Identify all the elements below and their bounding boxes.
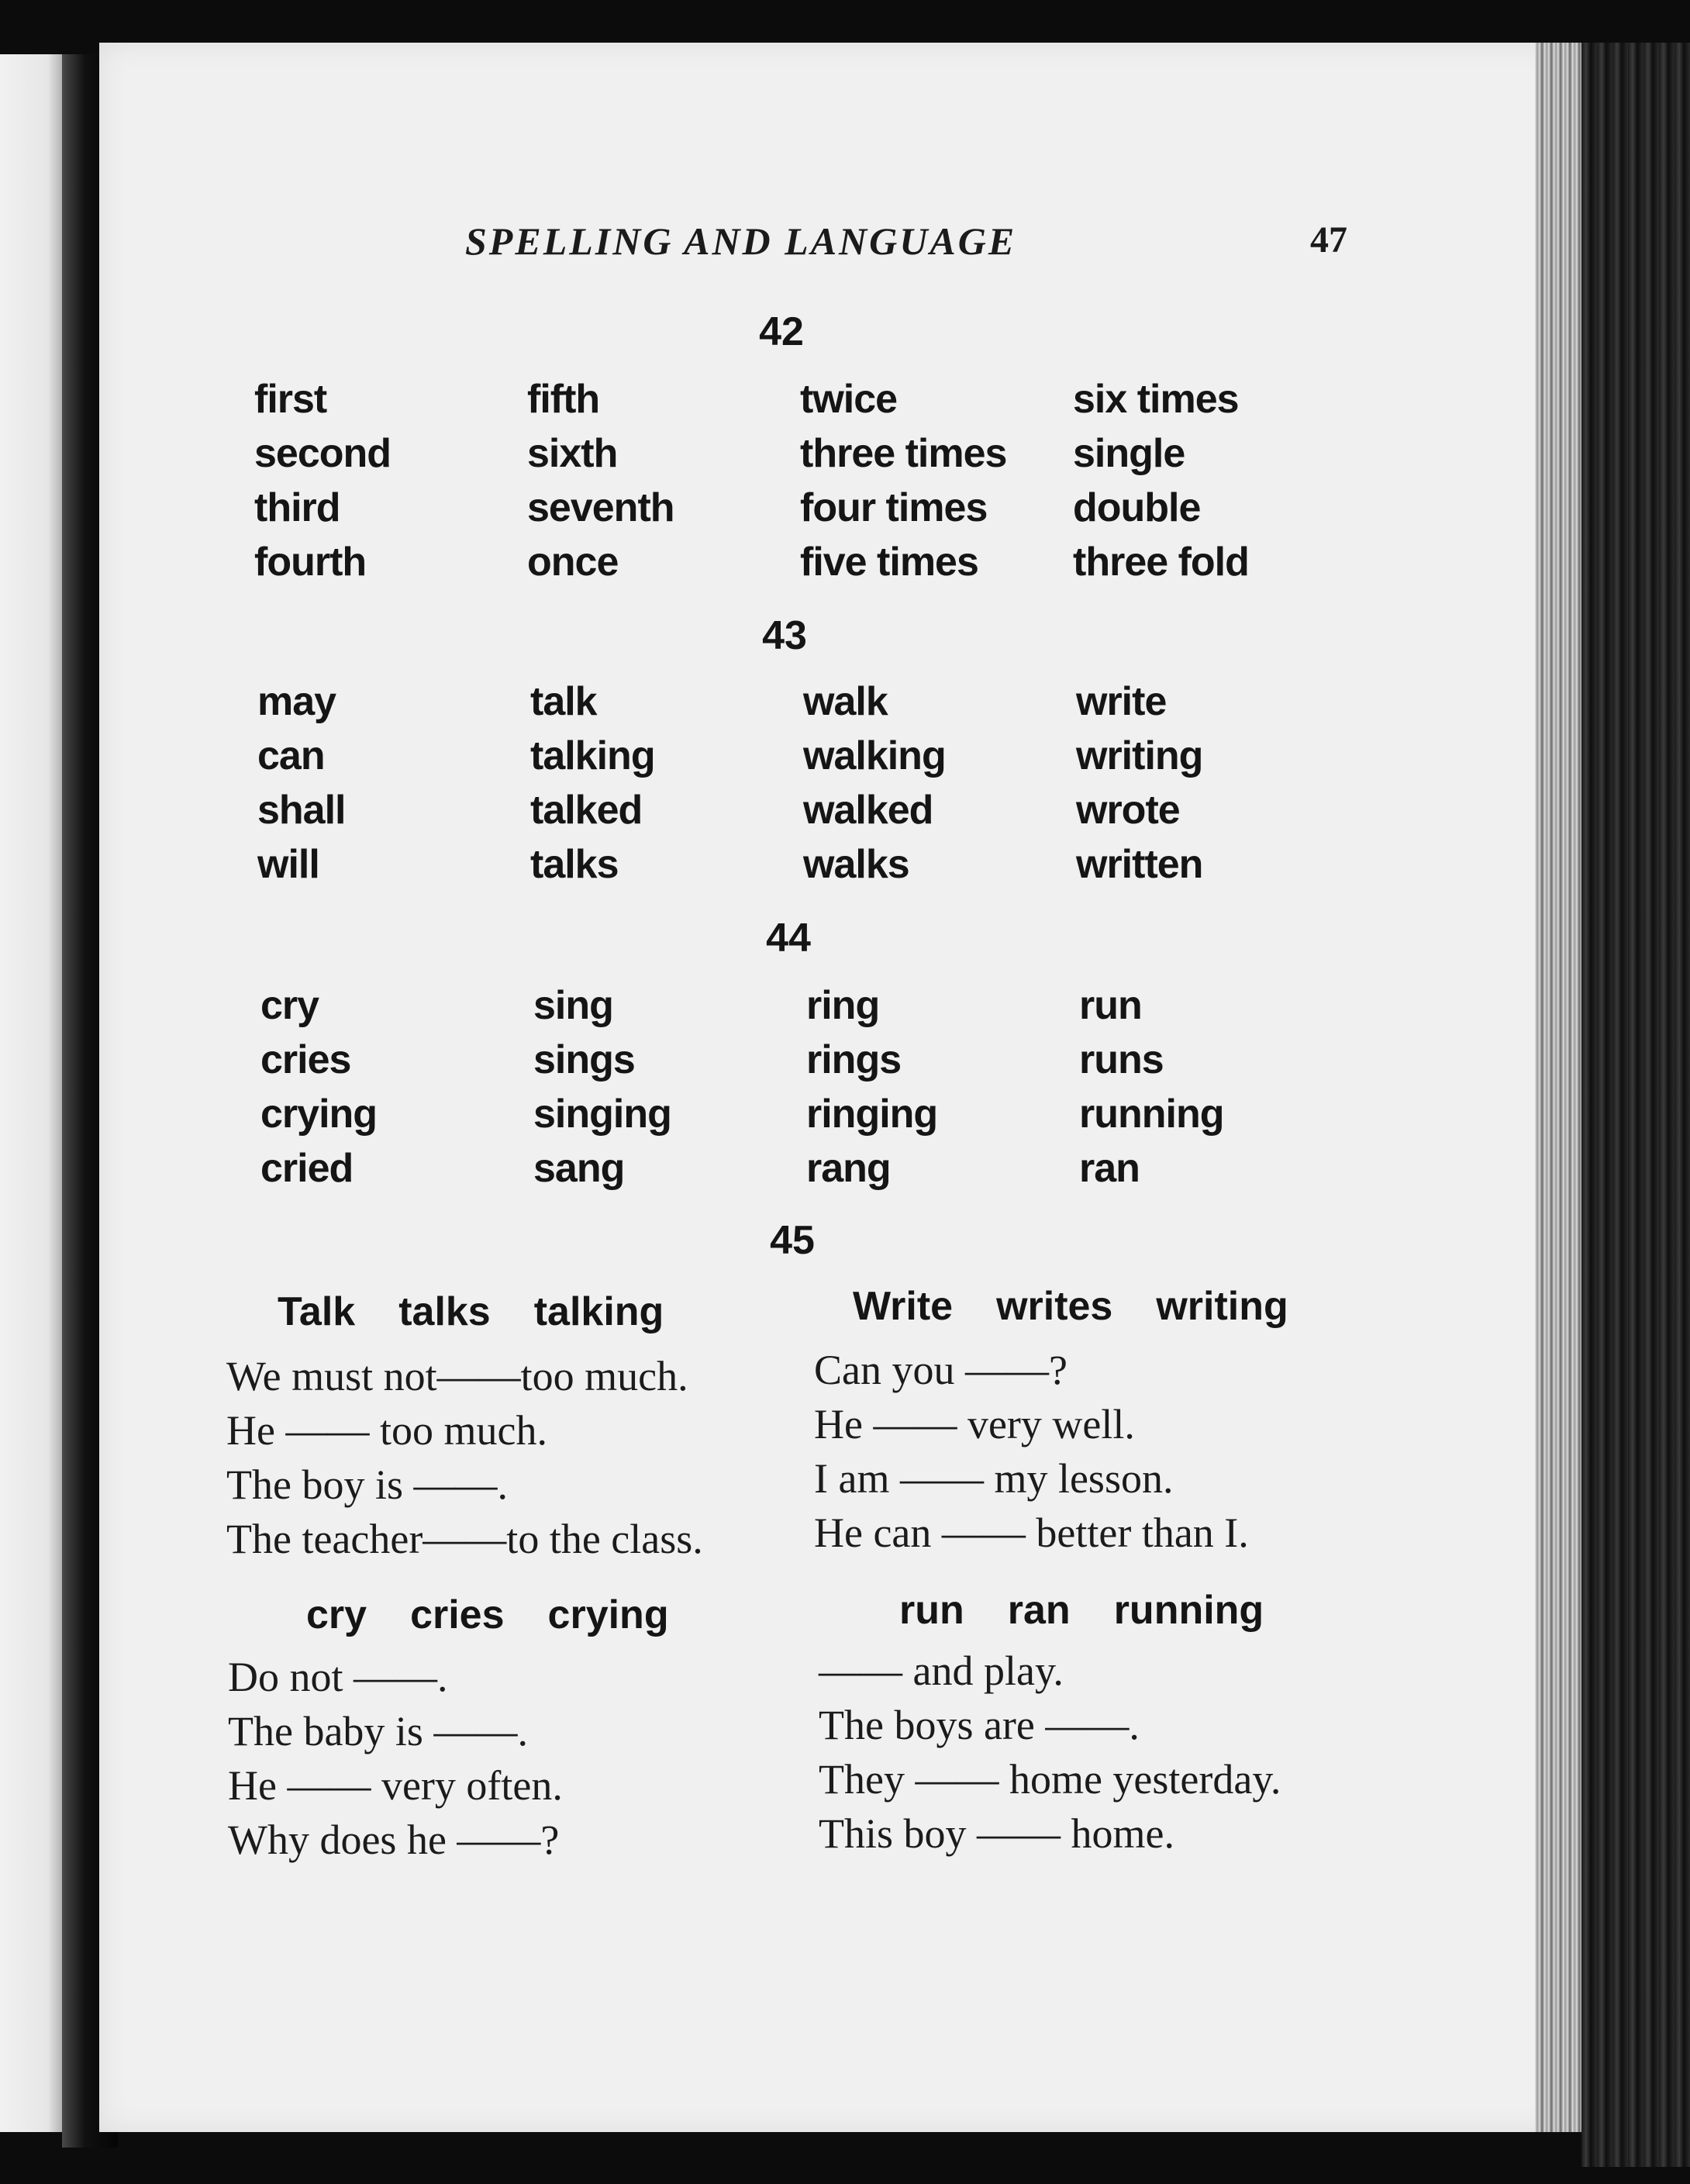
spelling-word: ring (806, 983, 880, 1028)
fill-in-sentence: We must not——too much. (226, 1353, 688, 1399)
verb-form: cries (410, 1592, 505, 1637)
fill-in-sentence: He —— very often. (228, 1762, 563, 1809)
spelling-word: walk (803, 679, 888, 724)
lesson-43-word-grid (257, 675, 1358, 892)
word-column (254, 372, 527, 589)
spelling-word: crying (260, 1092, 378, 1137)
exercise-title-write (853, 1283, 1288, 1330)
spelling-word: five times (800, 540, 978, 585)
fill-in-sentence: The teacher——to the class. (226, 1516, 703, 1562)
spelling-word: walked (803, 788, 933, 833)
word-column (803, 675, 1076, 892)
spelling-word: once (527, 540, 619, 585)
exercise-sentences-run (819, 1644, 1281, 1861)
spelling-word: cried (260, 1146, 354, 1191)
verb-form: Write (853, 1284, 954, 1329)
page-stack-edge (1535, 43, 1581, 2132)
exercise-sentences-talk (226, 1349, 703, 1566)
running-head: SPELLING AND LANGUAGE (465, 219, 1017, 263)
fill-in-sentence: I am —— my lesson. (814, 1455, 1174, 1502)
exercise-sentences-write (814, 1343, 1249, 1560)
fill-in-sentence: This boy —— home. (819, 1810, 1174, 1857)
fill-in-sentence: Can you ——? (814, 1347, 1067, 1393)
word-column (1079, 978, 1361, 1196)
spelling-word: sing (533, 983, 613, 1028)
spelling-word: rang (806, 1146, 891, 1191)
spelling-word: runs (1079, 1037, 1164, 1082)
fill-in-sentence: He —— very well. (814, 1401, 1135, 1447)
fill-in-sentence: —— and play. (819, 1647, 1064, 1694)
fill-in-sentence: Do not ——. (228, 1654, 448, 1700)
spelling-word: sang (533, 1146, 625, 1191)
lesson-42-word-grid (254, 372, 1355, 589)
spelling-word: write (1076, 679, 1167, 724)
word-column (806, 978, 1079, 1196)
spelling-word: will (257, 842, 319, 887)
spelling-word: talked (530, 788, 643, 833)
fill-in-sentence: He —— too much. (226, 1407, 547, 1454)
spelling-word: third (254, 485, 340, 530)
spelling-word: second (254, 431, 391, 476)
fill-in-sentence: The baby is ——. (228, 1708, 528, 1754)
spelling-word: run (1079, 983, 1142, 1028)
spelling-word: six times (1073, 377, 1239, 422)
verb-form: ran (1007, 1588, 1071, 1633)
page-number: 47 (1310, 219, 1347, 260)
lesson-number-45: 45 (770, 1218, 815, 1263)
verb-form: Talk (278, 1289, 356, 1334)
lesson-44-word-grid (260, 978, 1361, 1196)
lesson-number-42: 42 (759, 309, 804, 354)
book-cover-edge (1581, 43, 1690, 2167)
word-column (530, 675, 803, 892)
fill-in-sentence: The boy is ——. (226, 1461, 508, 1508)
spelling-word: first (254, 377, 327, 422)
exercise-title-run (899, 1587, 1264, 1634)
spelling-word: double (1073, 485, 1201, 530)
spelling-word: sings (533, 1037, 635, 1082)
spelling-word: shall (257, 788, 346, 833)
spelling-word: three fold (1073, 540, 1249, 585)
spelling-word: fifth (527, 377, 600, 422)
verb-form: writing (1156, 1284, 1288, 1329)
spelling-word: walks (803, 842, 909, 887)
verb-form: running (1113, 1588, 1264, 1633)
word-column (1076, 675, 1358, 892)
verb-form: talks (398, 1289, 491, 1334)
verb-form: writes (996, 1284, 1113, 1329)
spelling-word: cries (260, 1037, 351, 1082)
spelling-word: seventh (527, 485, 674, 530)
exercise-title-talk (278, 1289, 664, 1335)
verb-form: run (899, 1588, 964, 1633)
spelling-word: twice (800, 377, 898, 422)
spelling-word: singing (533, 1092, 671, 1137)
spelling-word: walking (803, 733, 946, 778)
word-column (257, 675, 530, 892)
spelling-word: may (257, 679, 336, 724)
spelling-word: sixth (527, 431, 618, 476)
spelling-word: cry (260, 983, 319, 1028)
spelling-word: wrote (1076, 788, 1180, 833)
word-column (260, 978, 533, 1196)
spelling-word: ran (1079, 1146, 1140, 1191)
fill-in-sentence: They —— home yesterday. (819, 1756, 1281, 1803)
spelling-word: can (257, 733, 325, 778)
spelling-word: writing (1076, 733, 1203, 778)
spelling-word: rings (806, 1037, 902, 1082)
spelling-word: running (1079, 1092, 1224, 1137)
verb-form: cry (306, 1592, 367, 1637)
spelling-word: fourth (254, 540, 367, 585)
spelling-word: written (1076, 842, 1203, 887)
word-column (527, 372, 800, 589)
word-column (800, 372, 1073, 589)
fill-in-sentence: The boys are ——. (819, 1702, 1140, 1748)
spelling-word: three times (800, 431, 1007, 476)
spelling-word: four times (800, 485, 988, 530)
spelling-word: talks (530, 842, 619, 887)
spelling-word: ringing (806, 1092, 938, 1137)
lesson-number-43: 43 (762, 613, 807, 658)
fill-in-sentence: He can —— better than I. (814, 1509, 1249, 1556)
lesson-number-44: 44 (766, 916, 811, 961)
spelling-word: talk (530, 679, 597, 724)
verb-form: crying (547, 1592, 669, 1637)
spelling-word: talking (530, 733, 655, 778)
verb-form: talking (533, 1289, 664, 1334)
exercise-sentences-cry (228, 1650, 563, 1867)
word-column (533, 978, 806, 1196)
spelling-word: single (1073, 431, 1185, 476)
word-column (1073, 372, 1355, 589)
fill-in-sentence: Why does he ——? (228, 1817, 560, 1863)
exercise-title-cry (306, 1592, 669, 1638)
